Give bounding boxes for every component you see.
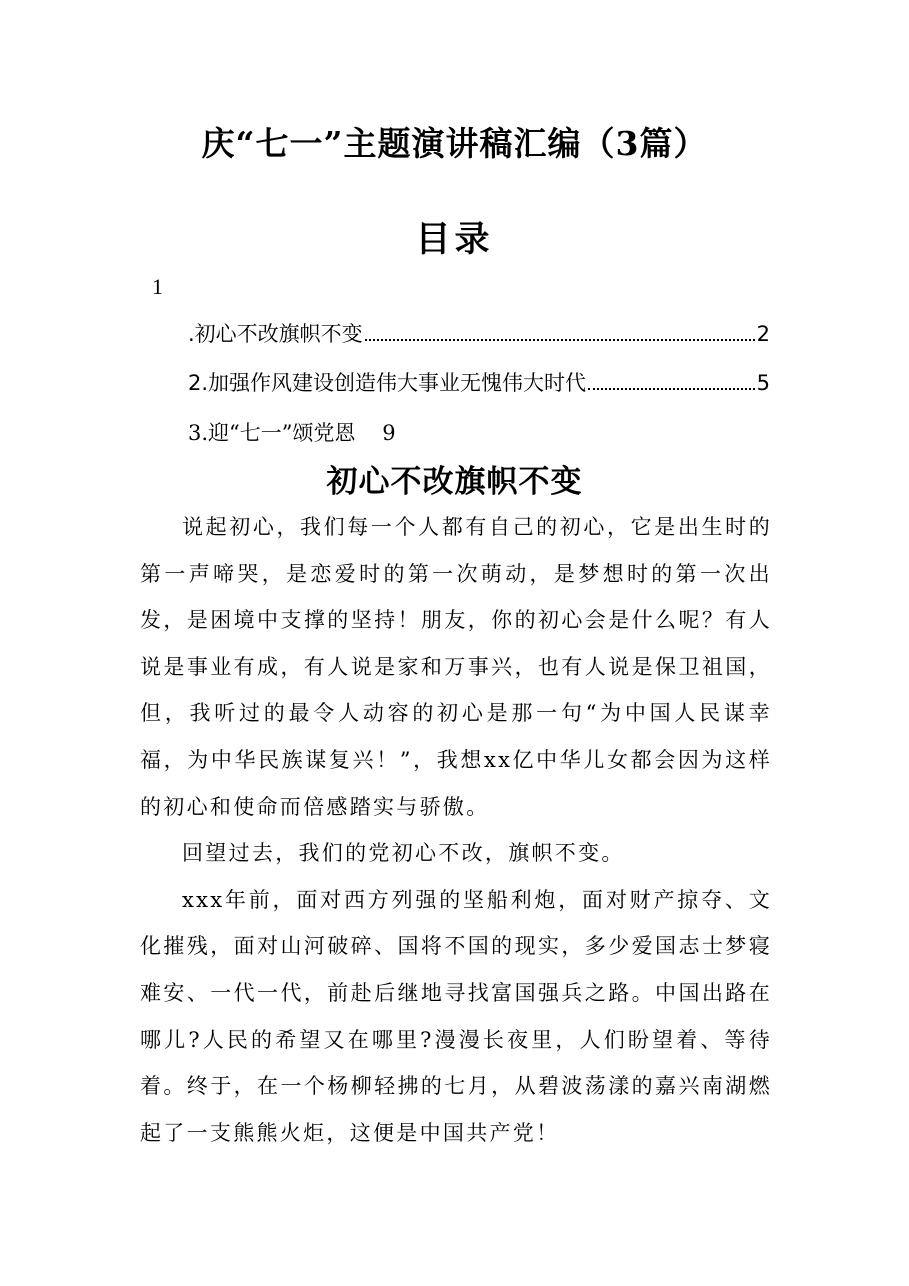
toc-item-2[interactable] xyxy=(188,367,770,397)
article-paragraph: 说起初心，我们每一个人都有自己的初心，它是出生时的第一声啼哭，是恋爱时的第一次萌动，是梦想时的第一次出发，是困境中支撑的坚持！朋友，你的初心会是什么呢？有人说是事业有成，有人说是家和万事兴，也有人说是保卫祖国，但，我听过的最令人动容的初心是那一句“为中国人民谋幸福，为中华民族谋复兴！”，我想xx亿中华儿女都会因为这样的初心和使命而倍感踏实与骄傲。 xyxy=(140,515,772,819)
toc-item-label: .初心不改旗帜不变 xyxy=(188,322,363,346)
toc-item-page: 5 xyxy=(756,371,770,395)
article-paragraph: 回望过去，我们的党初心不改，旗帜不变。 xyxy=(182,841,625,866)
toc-item-label: 3.迎“七一”颂党恩 xyxy=(188,421,356,445)
toc-item-3[interactable] xyxy=(188,417,396,447)
toc-item-1[interactable] xyxy=(188,318,770,348)
toc-item-page: 2 xyxy=(756,322,770,346)
article-paragraph: xxx年前，面对西方列强的坚船利炮，面对财产掠夺、文化摧残，面对山河破碎、国将不国的现实，多少爱国志士梦寝难安、一代一代，前赴后继地寻找富国强兵之路。中国出路在哪儿?人民的希望又在哪里?漫漫长夜里，人们盼望着、等待着。终于，在一个杨柳轻拂的七月，从碧波荡漾的嘉兴南湖燃起了一支熊熊火炬，这便是中国共产党！ xyxy=(140,887,772,1145)
article-body xyxy=(140,504,772,1156)
toc-item-page: 9 xyxy=(382,421,396,445)
toc-leader-dots xyxy=(588,387,755,390)
toc-heading: 目录 xyxy=(415,219,494,260)
toc-item-label: 2.加强作风建设创造伟大事业无愧伟大时代 xyxy=(188,371,587,395)
toc-leader-dots xyxy=(365,338,755,341)
toc-number-line: 1 xyxy=(152,274,163,299)
article-title: 初心不改旗帜不变 xyxy=(326,464,583,500)
document-title: 庆“七一”主题演讲稿汇编（3篇） xyxy=(201,124,708,163)
